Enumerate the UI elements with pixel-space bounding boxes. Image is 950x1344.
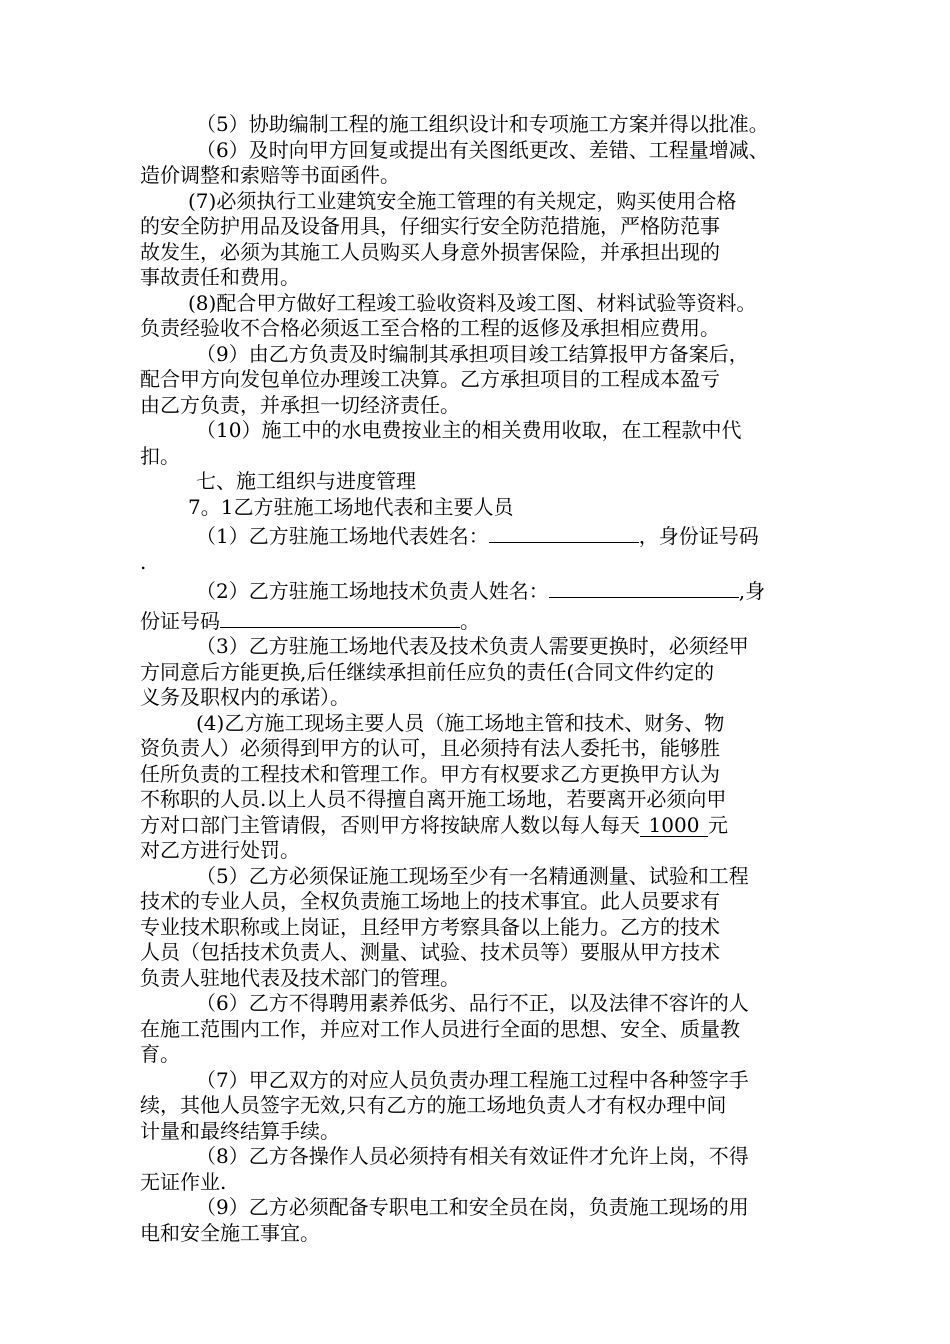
text-line: 续，其他人员签字无效,只有乙方的施工场地负责人才有权办理中间 (140, 1093, 727, 1117)
field-label: ，身份证号码 (638, 524, 759, 548)
text-line: 技术的专业人员，全权负责施工场地上的技术事宜。此人员要求有 (140, 889, 720, 913)
fine-amount: 1000 (640, 814, 708, 837)
text-line (140, 520, 820, 550)
text-line (140, 605, 820, 635)
text-line: 育。 (140, 1042, 180, 1066)
text-line: 专业技术职称或上岗证，且经甲方考察具备以上能力。乙方的技术 (140, 914, 720, 939)
text-line: 负责人驻地代表及技术部门的管理。 (140, 965, 460, 990)
text-line: 不称职的人员.以上人员不得擅自离开施工场地，若要离开必须向甲 (140, 787, 727, 811)
text-line: （6）及时向甲方回复或提出有关图纸更改、差错、工程量增减、 (196, 137, 769, 162)
subsection-heading: 7。1乙方驻施工场地代表和主要人员 (188, 494, 514, 519)
text-line: （9）乙方必须配备专职电工和安全员在岗，负责施工现场的用 (196, 1195, 749, 1219)
text-line: 人员（包括技术负责人、测量、试验、技术员等）要服从甲方技术 (140, 940, 720, 964)
text-line: （10）施工中的水电费按业主的相关费用收取，在工程款中代 (196, 418, 742, 442)
text-line: （5）协助编制工程的施工组织设计和专项施工方案并得以批准。 (196, 112, 769, 136)
text-line: （7）甲乙双方的对应人员负责办理工程施工过程中各种签字手 (196, 1067, 749, 1092)
text-line: 负责经验收不合格必须返工至合格的工程的返修及承担相应费用。 (140, 316, 720, 340)
text-span: 方对口部门主管请假，否则甲方将按缺席人数以每人每天 (140, 812, 640, 837)
text-line: 故发生，必须为其施工人员购买人身意外损害保险，并承担出现的 (140, 239, 720, 264)
text-line: (7)必须执行工业建筑安全施工管理的有关规定，购买使用合格 (188, 188, 737, 213)
text-line: 由乙方负责，并承担一切经济责任。 (140, 392, 460, 417)
tech-lead-id-blank (220, 605, 460, 628)
text-line: 在施工范围内工作，并应对工作人员进行全面的思想、安全、质量教 (140, 1016, 740, 1041)
text-line: . (140, 549, 147, 574)
text-line: 任所负责的工程技术和管理工作。甲方有权要求乙方更换甲方认为 (140, 761, 720, 786)
document-page (140, 112, 820, 1246)
text-line: 配合甲方向发包单位办理竣工决算。乙方承担项目的工程成本盈亏 (140, 367, 720, 391)
text-line (140, 813, 820, 839)
field-label: 份证号码 (140, 608, 220, 633)
text-line: 方同意后方能更换,后任继续承担前任应负的责任(合同文件约定的 (140, 659, 715, 684)
text-line: 电和安全施工事宜。 (140, 1220, 320, 1245)
text-line: (4)乙方施工现场主要人员（施工场地主管和技术、财务、物 (196, 710, 725, 735)
field-label: ,身 (738, 579, 766, 603)
text-line: （5）乙方必须保证施工现场至少有一名精通测量、试验和工程 (196, 863, 749, 888)
text-line (140, 575, 820, 605)
text-line: 的安全防护用品及设备用具，仔细实行安全防范措施，严格防范事 (140, 214, 720, 238)
text-line: 造价调整和索赔等书面函件。 (140, 163, 400, 187)
field-label: （1）乙方驻施工场地代表姓名： (196, 524, 489, 548)
text-line: 资负责人）必须得到甲方的认可，且必须持有法人委托书，能够胜 (140, 736, 720, 760)
text-line: 义务及职权内的承诺）。 (140, 685, 350, 709)
tech-lead-name-blank (549, 575, 739, 598)
text-line: 对乙方进行处罚。 (140, 838, 300, 862)
text-line: 事故责任和费用。 (140, 265, 300, 289)
text-span: 元 (708, 812, 728, 837)
text-line: （9）由乙方负责及时编制其承担项目竣工结算报甲方备案后， (196, 341, 749, 366)
text-line: (8)配合甲方做好工程竣工验收资料及竣工图、材料试验等资料。 (188, 290, 757, 315)
text-line: 无证作业. (140, 1169, 227, 1194)
text-line: 扣。 (140, 443, 180, 468)
text-line: （6）乙方不得聘用素养低劣、品行不正，以及法律不容许的人 (196, 991, 749, 1015)
field-label: 。 (460, 608, 480, 633)
text-line: （8）乙方各操作人员必须持有相关有效证件才允许上岗，不得 (196, 1144, 749, 1168)
field-label: （2）乙方驻施工场地技术负责人姓名： (196, 579, 549, 603)
text-line: 计量和最终结算手续。 (140, 1118, 340, 1143)
representative-name-blank (489, 520, 639, 543)
text-line: （3）乙方驻施工场地代表及技术负责人需要更换时，必须经甲 (196, 634, 749, 658)
section-heading: 七、施工组织与进度管理 (196, 469, 416, 493)
